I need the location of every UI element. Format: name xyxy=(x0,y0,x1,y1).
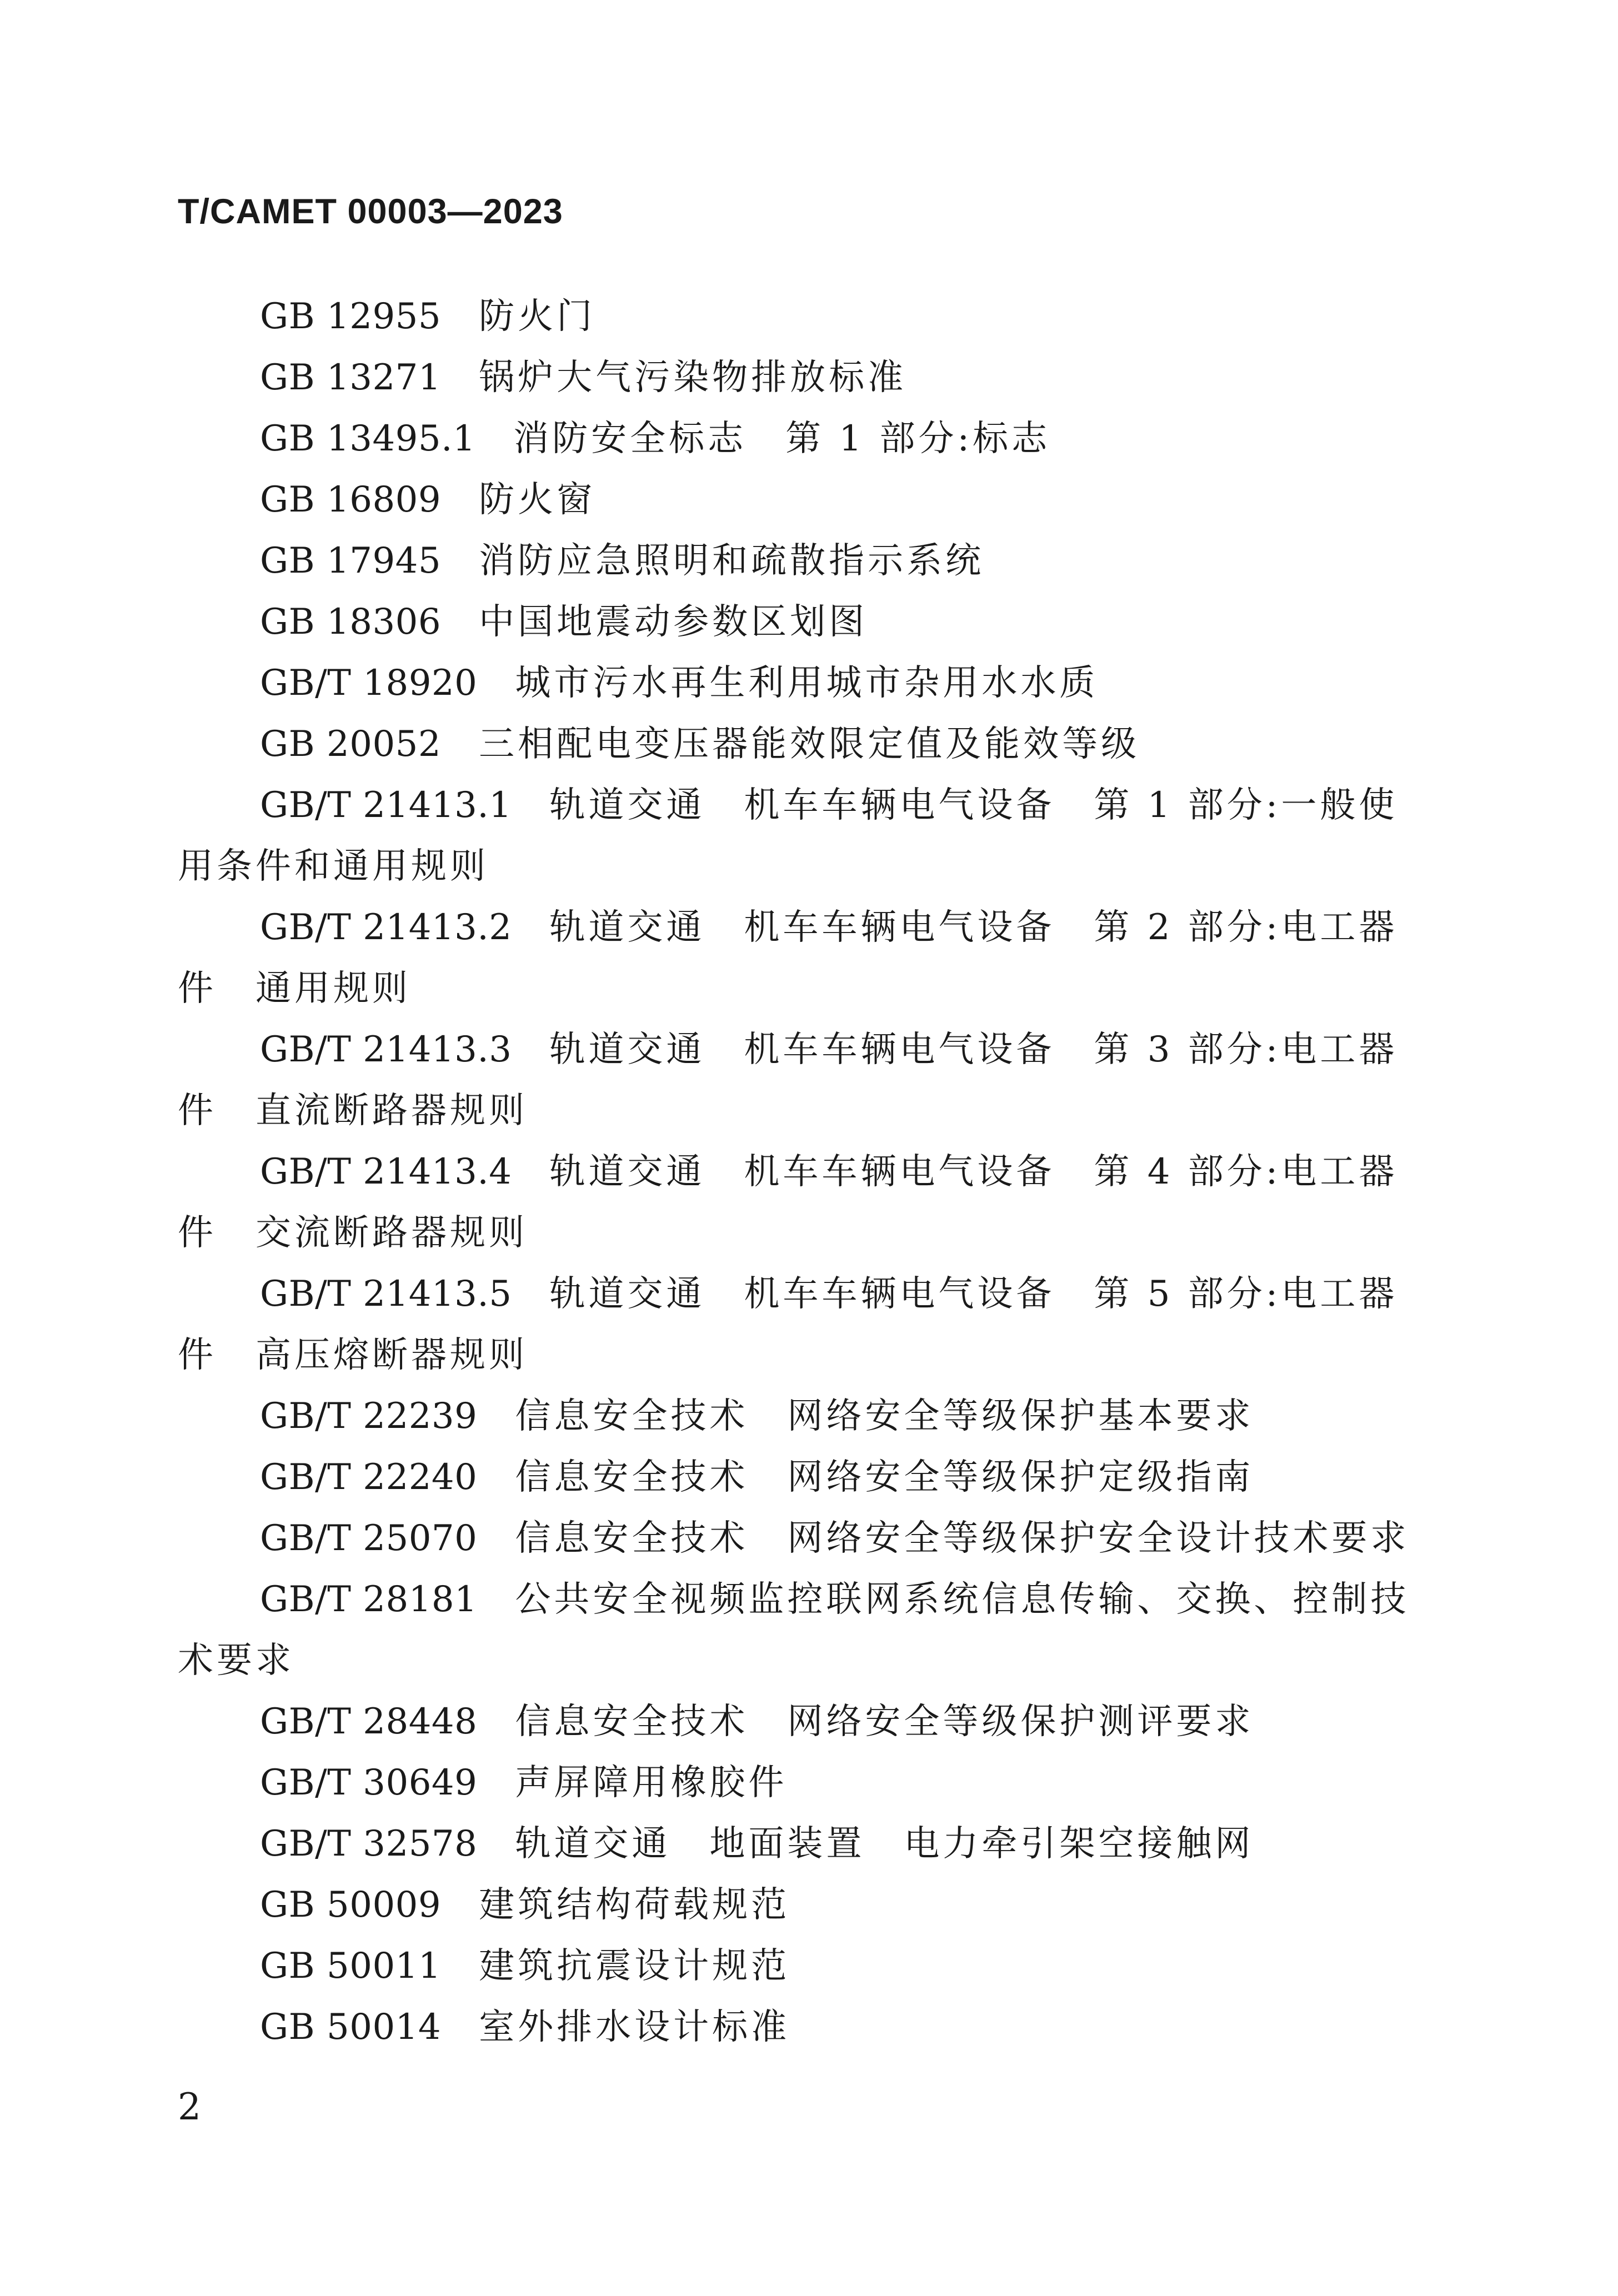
reference-code: GB/T 30649 xyxy=(260,1762,478,1803)
reference-item xyxy=(178,1447,1436,1508)
reference-title-continued: 件 通用规则 xyxy=(178,968,411,1009)
reference-item xyxy=(178,469,1436,530)
reference-code: GB/T 28181 xyxy=(260,1579,478,1620)
reference-item xyxy=(178,714,1436,775)
reference-title: 建筑抗震设计规范 xyxy=(479,1946,790,1987)
reference-title: 轨道交通 机车车辆电气设备 第 5 部分:电工器 xyxy=(549,1274,1398,1315)
reference-item xyxy=(178,1813,1436,1874)
reference-code: GB 50009 xyxy=(260,1884,442,1926)
reference-item xyxy=(178,1264,1436,1386)
reference-title: 三相配电变压器能效限定值及能效等级 xyxy=(479,724,1140,765)
reference-code: GB 16809 xyxy=(260,479,442,520)
reference-title-continued: 用条件和通用规则 xyxy=(178,846,489,887)
reference-code: GB 12955 xyxy=(260,296,442,337)
reference-code: GB 13495.1 xyxy=(260,418,476,459)
reference-item xyxy=(178,653,1436,714)
reference-title: 防火窗 xyxy=(479,479,596,520)
reference-code: GB 13271 xyxy=(260,357,442,398)
reference-title: 信息安全技术 网络安全等级保护定级指南 xyxy=(515,1457,1254,1498)
reference-title: 信息安全技术 网络安全等级保护安全设计技术要求 xyxy=(515,1518,1410,1559)
reference-code: GB/T 22239 xyxy=(260,1396,478,1437)
reference-item xyxy=(178,1997,1436,2058)
page-number: 2 xyxy=(178,2086,201,2128)
reference-item xyxy=(178,1874,1436,1936)
reference-title: 轨道交通 机车车辆电气设备 第 2 部分:电工器 xyxy=(549,907,1398,948)
reference-title-continued: 件 直流断路器规则 xyxy=(178,1090,528,1131)
reference-title: 轨道交通 机车车辆电气设备 第 1 部分:一般使 xyxy=(549,785,1398,826)
reference-title: 声屏障用橡胶件 xyxy=(515,1762,788,1803)
reference-code: GB/T 18920 xyxy=(260,663,478,704)
reference-title: 轨道交通 机车车辆电气设备 第 3 部分:电工器 xyxy=(549,1029,1398,1070)
reference-item xyxy=(178,591,1436,653)
reference-title: 建筑结构荷载规范 xyxy=(479,1884,790,1926)
reference-item xyxy=(178,1936,1436,1997)
reference-item xyxy=(178,1019,1436,1141)
document-id-header: T/CAMET 00003—2023 xyxy=(178,192,563,231)
reference-code: GB 50011 xyxy=(260,1946,442,1987)
reference-code: GB/T 21413.3 xyxy=(260,1029,512,1070)
reference-title: 信息安全技术 网络安全等级保护基本要求 xyxy=(515,1396,1254,1437)
reference-item xyxy=(178,1569,1436,1691)
reference-code: GB/T 22240 xyxy=(260,1457,478,1498)
reference-title: 消防安全标志 第 1 部分:标志 xyxy=(513,418,1051,459)
reference-code: GB/T 25070 xyxy=(260,1518,478,1559)
reference-item xyxy=(178,775,1436,897)
reference-title: 城市污水再生利用城市杂用水水质 xyxy=(515,663,1099,704)
reference-item xyxy=(178,1141,1436,1264)
reference-code: GB 20052 xyxy=(260,724,442,765)
reference-code: GB/T 28448 xyxy=(260,1701,478,1742)
reference-title: 公共安全视频监控联网系统信息传输、交换、控制技 xyxy=(515,1579,1410,1620)
reference-title: 锅炉大气污染物排放标准 xyxy=(479,357,907,398)
reference-item xyxy=(178,1508,1436,1569)
reference-code: GB 18306 xyxy=(260,601,442,643)
reference-title: 轨道交通 机车车辆电气设备 第 4 部分:电工器 xyxy=(549,1151,1398,1192)
reference-item xyxy=(178,897,1436,1019)
reference-title-continued: 术要求 xyxy=(178,1640,294,1681)
reference-code: GB/T 32578 xyxy=(260,1823,478,1864)
reference-code: GB/T 21413.5 xyxy=(260,1274,512,1315)
reference-item xyxy=(178,1691,1436,1752)
reference-title-continued: 件 交流断路器规则 xyxy=(178,1212,528,1254)
reference-code: GB 17945 xyxy=(260,540,442,581)
reference-title: 中国地震动参数区划图 xyxy=(479,601,868,643)
reference-title-continued: 件 高压熔断器规则 xyxy=(178,1335,528,1376)
reference-code: GB/T 21413.2 xyxy=(260,907,512,948)
reference-item xyxy=(178,530,1436,591)
reference-item xyxy=(178,408,1436,469)
reference-item xyxy=(178,1752,1436,1813)
reference-title: 防火门 xyxy=(479,296,596,337)
reference-item xyxy=(178,286,1436,347)
reference-code: GB 50014 xyxy=(260,2007,442,2048)
reference-title: 轨道交通 地面装置 电力牵引架空接触网 xyxy=(515,1823,1254,1864)
reference-title: 室外排水设计标准 xyxy=(479,2007,790,2048)
reference-code: GB/T 21413.1 xyxy=(260,785,512,826)
reference-item xyxy=(178,1386,1436,1447)
reference-title: 消防应急照明和疏散指示系统 xyxy=(479,540,985,581)
reference-code: GB/T 21413.4 xyxy=(260,1151,512,1192)
reference-item xyxy=(178,347,1436,408)
reference-title: 信息安全技术 网络安全等级保护测评要求 xyxy=(515,1701,1254,1742)
